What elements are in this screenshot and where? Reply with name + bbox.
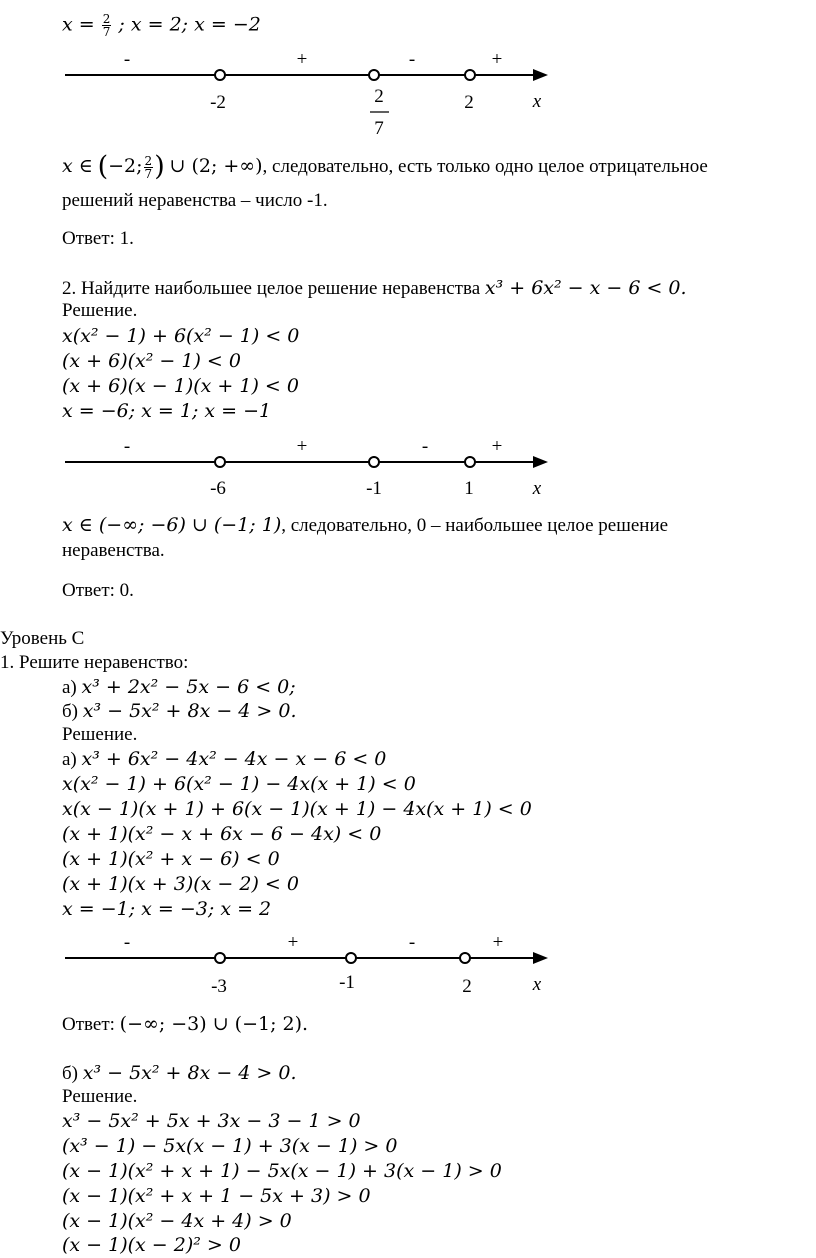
point-label: -3 [211, 976, 227, 997]
level-c-task: 1. Решите неравенство: [0, 652, 189, 673]
number-line-3 [0, 933, 816, 998]
sign-1: - [123, 933, 131, 953]
point-label: 2 [464, 92, 474, 113]
set-frac-num: 2 [144, 154, 153, 169]
set-frac-den: 7 [144, 167, 153, 182]
point-label-frac-num: 2 [374, 86, 384, 107]
sign-3: - [408, 50, 416, 70]
axis-label: x [532, 974, 542, 995]
answer-set-1-line-1 [62, 151, 708, 182]
roots-frac-den: 7 [102, 25, 111, 39]
bracket-open: ( [97, 151, 109, 182]
solution-label: Решение. [62, 300, 138, 321]
point-open [465, 70, 475, 80]
point-open [215, 70, 225, 80]
point-label: -1 [366, 478, 382, 499]
solution-step: x(x² − 1) + 6(x² − 1) < 0 [62, 325, 300, 347]
axis-label: x [532, 478, 542, 499]
interval-left: −2; [108, 155, 143, 177]
sign-4: + [491, 437, 503, 457]
axis-label: x [532, 91, 542, 112]
solution-step: (x + 1)(x + 3)(x − 2) < 0 [62, 873, 299, 895]
union-rest: ∪ (2; +∞) [169, 155, 263, 177]
solution-step: (x + 1)(x² + x − 6) < 0 [62, 848, 280, 870]
solution-step: (x − 1)(x² − 4x + 4) > 0 [62, 1210, 292, 1232]
item-prefix: б) [62, 701, 78, 722]
solution-step: (x + 6)(x − 1)(x + 1) < 0 [62, 375, 299, 397]
problem-2-statement [62, 277, 687, 300]
solution-step: (x + 6)(x² − 1) < 0 [62, 350, 241, 372]
solution-step: x³ − 5x² + 5x + 3x − 3 − 1 > 0 [62, 1110, 361, 1132]
sign-3: - [408, 933, 416, 953]
solution-step: x = −6; x = 1; x = −1 [62, 400, 272, 422]
item-prefix: а) [62, 677, 77, 698]
point-open [465, 457, 475, 467]
answer-set-2-line-1 [62, 514, 668, 537]
sign-4: + [492, 933, 504, 953]
sign-1: - [123, 50, 131, 70]
roots-fraction [102, 13, 112, 38]
point-label: 2 [462, 976, 472, 997]
point-open [460, 953, 470, 963]
set-2-math: x ∈ (−∞; −6) ∪ (−1; 1) [62, 514, 282, 536]
solution-step: (x − 1)(x² + x + 1) − 5x(x − 1) + 3(x − 1) > 0 [62, 1160, 502, 1182]
roots-line-1 [62, 13, 261, 38]
number-line-2 [0, 437, 816, 502]
solution-step: x = −1; x = −3; x = 2 [62, 898, 272, 920]
point-label: -2 [210, 92, 226, 113]
point-open [215, 457, 225, 467]
point-open [369, 70, 379, 80]
part-b-statement [62, 1062, 297, 1085]
answer-set-2-line-2: неравенства. [62, 540, 165, 561]
problem-2-text: 2. Найдите наибольшее целое решение неравенства [62, 278, 481, 299]
axis-arrow-icon [533, 456, 548, 468]
problem-2-math: x³ + 6x² − x − 6 < 0. [484, 277, 687, 299]
solution-label: Решение. [62, 724, 138, 745]
point-label: -1 [339, 972, 355, 993]
answer-label: Ответ: [62, 1014, 115, 1035]
solution-step: x(x − 1)(x + 1) + 6(x − 1)(x + 1) − 4x(x + 1) < 0 [62, 798, 532, 820]
item-math: x³ − 5x² + 8x − 4 > 0. [82, 700, 297, 722]
level-c-heading: Уровень С [0, 628, 85, 649]
roots-frac-num: 2 [102, 12, 111, 26]
set-text-after: , следовательно, есть только одно целое отрицательное [262, 156, 708, 177]
item-math: x³ − 5x² + 8x − 4 > 0. [82, 1062, 297, 1084]
sign-4: + [491, 50, 503, 70]
answer-set-1-line-2: решений неравенства – число -1. [62, 190, 328, 211]
level-c-item-b [62, 700, 297, 723]
solution-label: Решение. [62, 1086, 138, 1107]
roots-rest: ; x = 2; x = −2 [118, 13, 261, 36]
solution-step [62, 748, 386, 771]
sign-2: + [296, 437, 308, 457]
set-x-in: x ∈ [62, 155, 93, 177]
solution-step: (x + 1)(x² − x + 6x − 6 − 4x) < 0 [62, 823, 382, 845]
point-label-frac-den: 7 [374, 118, 384, 139]
solution-step: (x³ − 1) − 5x(x − 1) + 3(x − 1) > 0 [62, 1135, 398, 1157]
answer-3 [62, 1013, 308, 1036]
set-2-text-after: , следовательно, 0 – наибольшее целое решение [281, 515, 669, 536]
item-math: x³ + 2x² − 5x − 6 < 0; [81, 676, 296, 698]
step-math: x³ + 6x² − 4x² − 4x − x − 6 < 0 [81, 748, 387, 770]
solution-step: (x − 1)(x − 2)² > 0 [62, 1234, 241, 1256]
level-c-item-a [62, 676, 296, 699]
set-fraction [144, 155, 154, 180]
step-prefix: а) [62, 749, 77, 770]
point-open [346, 953, 356, 963]
solution-step: x(x² − 1) + 6(x² − 1) − 4x(x + 1) < 0 [62, 773, 416, 795]
point-open [369, 457, 379, 467]
point-label: 1 [464, 478, 474, 499]
sign-2: + [287, 933, 299, 953]
sign-1: - [123, 437, 131, 457]
item-prefix: б) [62, 1063, 78, 1084]
roots-x-eq: x = [62, 13, 95, 36]
solution-step: (x − 1)(x² + x + 1 − 5x + 3) > 0 [62, 1185, 371, 1207]
axis-arrow-icon [533, 69, 548, 81]
bracket-close: ) [154, 151, 165, 182]
answer-1: Ответ: 1. [62, 228, 134, 249]
point-open [215, 953, 225, 963]
number-line-1 [0, 50, 816, 150]
answer-2: Ответ: 0. [62, 580, 134, 601]
answer-math: (−∞; −3) ∪ (−1; 2). [119, 1013, 309, 1035]
point-label: -6 [210, 478, 226, 499]
axis-arrow-icon [533, 952, 548, 964]
sign-2: + [296, 50, 308, 70]
sign-3: - [421, 437, 429, 457]
